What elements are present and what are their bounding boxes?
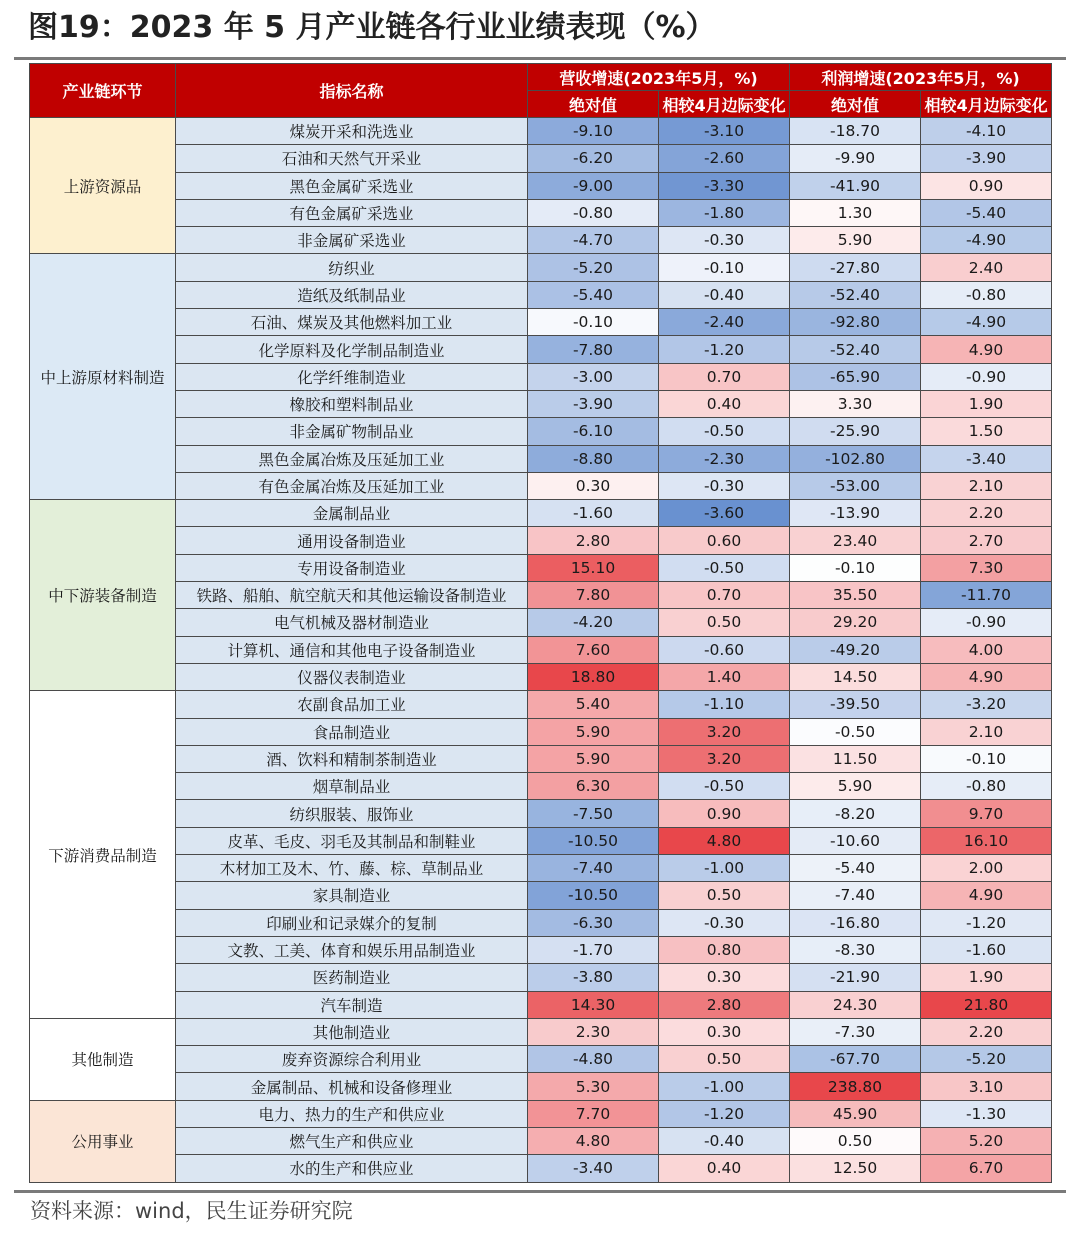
revenue-mom-cell: 3.20 (659, 745, 790, 772)
table-row (30, 472, 1052, 499)
revenue-mom-cell: -0.50 (659, 773, 790, 800)
table-row (30, 172, 1052, 199)
profit-mom-cell: -1.60 (921, 936, 1052, 963)
profit-abs-cell: -5.40 (790, 855, 921, 882)
indicator-name-cell: 皮革、毛皮、羽毛及其制品和制鞋业 (176, 827, 528, 854)
profit-abs-cell: -10.60 (790, 827, 921, 854)
revenue-abs-cell: 15.10 (528, 554, 659, 581)
profit-mom-cell: 1.90 (921, 390, 1052, 417)
revenue-mom-cell: 0.30 (659, 1018, 790, 1045)
table-row (30, 1073, 1052, 1100)
profit-mom-cell: 1.90 (921, 964, 1052, 991)
revenue-abs-cell: -10.50 (528, 827, 659, 854)
revenue-mom-cell: 0.40 (659, 390, 790, 417)
revenue-mom-cell: -0.40 (659, 281, 790, 308)
table-row (30, 445, 1052, 472)
profit-mom-cell: -5.20 (921, 1046, 1052, 1073)
profit-mom-cell: 16.10 (921, 827, 1052, 854)
profit-mom-cell: -4.10 (921, 118, 1052, 145)
table-row (30, 964, 1052, 991)
revenue-abs-cell: -9.00 (528, 172, 659, 199)
profit-abs-cell: -8.30 (790, 936, 921, 963)
revenue-abs-cell: -10.50 (528, 882, 659, 909)
header-revenue-mom: 相较4月边际变化 (659, 91, 790, 118)
profit-mom-cell: 2.20 (921, 1018, 1052, 1045)
profit-abs-cell: -18.70 (790, 118, 921, 145)
revenue-mom-cell: -0.30 (659, 909, 790, 936)
profit-mom-cell: 2.10 (921, 718, 1052, 745)
profit-abs-cell: -65.90 (790, 363, 921, 390)
table-row (30, 800, 1052, 827)
source-note: 资料来源：wind，民生证券研究院 (30, 1199, 353, 1223)
indicator-name-cell: 非金属矿物制品业 (176, 418, 528, 445)
header-profit-group: 利润增速(2023年5月，%) (790, 64, 1052, 91)
indicator-name-cell: 燃气生产和供应业 (176, 1127, 528, 1154)
indicator-name-cell: 铁路、船舶、航空航天和其他运输设备制造业 (176, 582, 528, 609)
revenue-mom-cell: -2.40 (659, 309, 790, 336)
profit-abs-cell: -16.80 (790, 909, 921, 936)
revenue-abs-cell: -3.90 (528, 390, 659, 417)
indicator-name-cell: 废弃资源综合利用业 (176, 1046, 528, 1073)
revenue-mom-cell: -3.60 (659, 500, 790, 527)
indicator-name-cell: 农副食品加工业 (176, 691, 528, 718)
revenue-abs-cell: -6.10 (528, 418, 659, 445)
revenue-abs-cell: -3.80 (528, 964, 659, 991)
revenue-mom-cell: 0.60 (659, 527, 790, 554)
table-row (30, 309, 1052, 336)
revenue-abs-cell: 0.30 (528, 472, 659, 499)
table-row (30, 527, 1052, 554)
profit-mom-cell: -0.80 (921, 281, 1052, 308)
revenue-abs-cell: -4.20 (528, 609, 659, 636)
profit-mom-cell: 7.30 (921, 554, 1052, 581)
revenue-abs-cell: -4.70 (528, 227, 659, 254)
table-row (30, 281, 1052, 308)
revenue-abs-cell: 14.30 (528, 991, 659, 1018)
profit-abs-cell: -39.50 (790, 691, 921, 718)
revenue-abs-cell: -9.10 (528, 118, 659, 145)
indicator-name-cell: 电力、热力的生产和供应业 (176, 1100, 528, 1127)
profit-abs-cell: -8.20 (790, 800, 921, 827)
segment-cell: 上游资源品 (30, 118, 176, 254)
revenue-abs-cell: 7.80 (528, 582, 659, 609)
profit-abs-cell: 29.20 (790, 609, 921, 636)
table-row (30, 909, 1052, 936)
indicator-name-cell: 有色金属冶炼及压延加工业 (176, 472, 528, 499)
revenue-mom-cell: 0.30 (659, 964, 790, 991)
indicator-name-cell: 仪器仪表制造业 (176, 663, 528, 690)
indicator-name-cell: 化学纤维制造业 (176, 363, 528, 390)
table-row (30, 991, 1052, 1018)
revenue-mom-cell: 0.50 (659, 609, 790, 636)
table-row (30, 554, 1052, 581)
table-row (30, 582, 1052, 609)
revenue-mom-cell: 2.80 (659, 991, 790, 1018)
profit-abs-cell: 5.90 (790, 227, 921, 254)
revenue-mom-cell: -1.00 (659, 855, 790, 882)
indicator-name-cell: 橡胶和塑料制品业 (176, 390, 528, 417)
revenue-abs-cell: 7.70 (528, 1100, 659, 1127)
table-row (30, 718, 1052, 745)
indicator-name-cell: 文教、工美、体育和娱乐用品制造业 (176, 936, 528, 963)
table-row (30, 745, 1052, 772)
table-row (30, 882, 1052, 909)
indicator-name-cell: 化学原料及化学制品制造业 (176, 336, 528, 363)
indicator-name-cell: 煤炭开采和洗选业 (176, 118, 528, 145)
segment-cell: 中上游原材料制造 (30, 254, 176, 500)
revenue-abs-cell: -6.30 (528, 909, 659, 936)
table-row (30, 1127, 1052, 1154)
profit-abs-cell: -92.80 (790, 309, 921, 336)
table-row (30, 118, 1052, 145)
table-row (30, 145, 1052, 172)
profit-abs-cell: -102.80 (790, 445, 921, 472)
top-rule (14, 57, 1066, 60)
table-row (30, 336, 1052, 363)
profit-mom-cell: -4.90 (921, 227, 1052, 254)
profit-mom-cell: 3.10 (921, 1073, 1052, 1100)
indicator-name-cell: 电气机械及器材制造业 (176, 609, 528, 636)
revenue-mom-cell: 0.80 (659, 936, 790, 963)
table-row (30, 691, 1052, 718)
profit-abs-cell: -25.90 (790, 418, 921, 445)
profit-abs-cell: 45.90 (790, 1100, 921, 1127)
indicator-name-cell: 通用设备制造业 (176, 527, 528, 554)
table-row (30, 663, 1052, 690)
table-row (30, 1018, 1052, 1045)
profit-abs-cell: -0.10 (790, 554, 921, 581)
revenue-mom-cell: 0.40 (659, 1155, 790, 1182)
revenue-mom-cell: -0.30 (659, 227, 790, 254)
indicator-name-cell: 黑色金属矿采选业 (176, 172, 528, 199)
profit-abs-cell: 11.50 (790, 745, 921, 772)
indicator-name-cell: 造纸及纸制品业 (176, 281, 528, 308)
profit-mom-cell: -3.90 (921, 145, 1052, 172)
indicator-name-cell: 食品制造业 (176, 718, 528, 745)
revenue-mom-cell: -0.50 (659, 418, 790, 445)
profit-mom-cell: 2.10 (921, 472, 1052, 499)
profit-mom-cell: 2.40 (921, 254, 1052, 281)
profit-abs-cell: -49.20 (790, 636, 921, 663)
revenue-abs-cell: 2.80 (528, 527, 659, 554)
header-profit-mom: 相较4月边际变化 (921, 91, 1052, 118)
indicator-name-cell: 木材加工及木、竹、藤、棕、草制品业 (176, 855, 528, 882)
profit-mom-cell: 1.50 (921, 418, 1052, 445)
indicator-name-cell: 水的生产和供应业 (176, 1155, 528, 1182)
revenue-abs-cell: 5.90 (528, 718, 659, 745)
profit-abs-cell: 238.80 (790, 1073, 921, 1100)
performance-table (29, 63, 1052, 1183)
profit-abs-cell: -21.90 (790, 964, 921, 991)
table-row (30, 227, 1052, 254)
table-row (30, 609, 1052, 636)
profit-mom-cell: -1.30 (921, 1100, 1052, 1127)
indicator-name-cell: 专用设备制造业 (176, 554, 528, 581)
indicator-name-cell: 酒、饮料和精制茶制造业 (176, 745, 528, 772)
revenue-mom-cell: 0.50 (659, 882, 790, 909)
revenue-mom-cell: -2.60 (659, 145, 790, 172)
profit-abs-cell: -53.00 (790, 472, 921, 499)
profit-mom-cell: -1.20 (921, 909, 1052, 936)
profit-mom-cell: -11.70 (921, 582, 1052, 609)
indicator-name-cell: 纺织服装、服饰业 (176, 800, 528, 827)
table-row (30, 1046, 1052, 1073)
bottom-rule (14, 1190, 1066, 1193)
profit-mom-cell: 6.70 (921, 1155, 1052, 1182)
revenue-abs-cell: -1.70 (528, 936, 659, 963)
indicator-name-cell: 有色金属矿采选业 (176, 199, 528, 226)
profit-abs-cell: -13.90 (790, 500, 921, 527)
revenue-abs-cell: 5.30 (528, 1073, 659, 1100)
profit-abs-cell: 1.30 (790, 199, 921, 226)
revenue-abs-cell: -4.80 (528, 1046, 659, 1073)
indicator-name-cell: 医药制造业 (176, 964, 528, 991)
segment-cell: 公用事业 (30, 1100, 176, 1182)
header-revenue-group: 营收增速(2023年5月，%) (528, 64, 790, 91)
profit-abs-cell: -27.80 (790, 254, 921, 281)
profit-mom-cell: 5.20 (921, 1127, 1052, 1154)
revenue-mom-cell: -2.30 (659, 445, 790, 472)
revenue-mom-cell: -1.20 (659, 1100, 790, 1127)
indicator-name-cell: 非金属矿采选业 (176, 227, 528, 254)
segment-cell: 中下游装备制造 (30, 500, 176, 691)
profit-mom-cell: -0.90 (921, 363, 1052, 390)
profit-abs-cell: -41.90 (790, 172, 921, 199)
table-row (30, 390, 1052, 417)
profit-abs-cell: -0.50 (790, 718, 921, 745)
revenue-abs-cell: 4.80 (528, 1127, 659, 1154)
profit-abs-cell: -7.30 (790, 1018, 921, 1045)
table-row (30, 636, 1052, 663)
revenue-abs-cell: 2.30 (528, 1018, 659, 1045)
revenue-abs-cell: 18.80 (528, 663, 659, 690)
revenue-mom-cell: 3.20 (659, 718, 790, 745)
table-row (30, 827, 1052, 854)
revenue-abs-cell: -1.60 (528, 500, 659, 527)
revenue-abs-cell: 5.90 (528, 745, 659, 772)
profit-abs-cell: -9.90 (790, 145, 921, 172)
revenue-mom-cell: 4.80 (659, 827, 790, 854)
table-row (30, 1100, 1052, 1127)
profit-mom-cell: -4.90 (921, 309, 1052, 336)
profit-mom-cell: -0.90 (921, 609, 1052, 636)
profit-mom-cell: 2.20 (921, 500, 1052, 527)
profit-mom-cell: 4.00 (921, 636, 1052, 663)
profit-abs-cell: 23.40 (790, 527, 921, 554)
header-profit-abs: 绝对值 (790, 91, 921, 118)
revenue-abs-cell: -7.80 (528, 336, 659, 363)
profit-mom-cell: 2.70 (921, 527, 1052, 554)
profit-mom-cell: 9.70 (921, 800, 1052, 827)
indicator-name-cell: 石油、煤炭及其他燃料加工业 (176, 309, 528, 336)
revenue-mom-cell: -1.10 (659, 691, 790, 718)
profit-mom-cell: 0.90 (921, 172, 1052, 199)
revenue-mom-cell: -1.80 (659, 199, 790, 226)
profit-abs-cell: -52.40 (790, 336, 921, 363)
table-row (30, 363, 1052, 390)
revenue-mom-cell: -3.30 (659, 172, 790, 199)
profit-abs-cell: 3.30 (790, 390, 921, 417)
revenue-abs-cell: -7.50 (528, 800, 659, 827)
indicator-name-cell: 金属制品业 (176, 500, 528, 527)
revenue-abs-cell: -7.40 (528, 855, 659, 882)
header-indicator: 指标名称 (176, 64, 528, 118)
revenue-abs-cell: -3.40 (528, 1155, 659, 1182)
profit-abs-cell: 5.90 (790, 773, 921, 800)
profit-mom-cell: 4.90 (921, 663, 1052, 690)
table-row (30, 418, 1052, 445)
indicator-name-cell: 烟草制品业 (176, 773, 528, 800)
revenue-abs-cell: -6.20 (528, 145, 659, 172)
profit-abs-cell: 24.30 (790, 991, 921, 1018)
segment-cell: 其他制造 (30, 1018, 176, 1100)
indicator-name-cell: 金属制品、机械和设备修理业 (176, 1073, 528, 1100)
profit-abs-cell: -52.40 (790, 281, 921, 308)
profit-mom-cell: -5.40 (921, 199, 1052, 226)
table-body (30, 118, 1052, 1183)
profit-abs-cell: 12.50 (790, 1155, 921, 1182)
revenue-mom-cell: 0.70 (659, 582, 790, 609)
profit-abs-cell: 35.50 (790, 582, 921, 609)
header-segment: 产业链环节 (30, 64, 176, 118)
segment-cell: 下游消费品制造 (30, 691, 176, 1019)
revenue-mom-cell: 0.90 (659, 800, 790, 827)
table-row (30, 936, 1052, 963)
profit-mom-cell: 21.80 (921, 991, 1052, 1018)
table-row (30, 773, 1052, 800)
profit-abs-cell: 0.50 (790, 1127, 921, 1154)
table-row (30, 1155, 1052, 1182)
profit-abs-cell: -7.40 (790, 882, 921, 909)
profit-mom-cell: 4.90 (921, 336, 1052, 363)
revenue-mom-cell: -0.10 (659, 254, 790, 281)
revenue-abs-cell: -5.40 (528, 281, 659, 308)
indicator-name-cell: 计算机、通信和其他电子设备制造业 (176, 636, 528, 663)
revenue-mom-cell: -3.10 (659, 118, 790, 145)
revenue-abs-cell: -5.20 (528, 254, 659, 281)
revenue-mom-cell: 0.70 (659, 363, 790, 390)
revenue-mom-cell: -0.40 (659, 1127, 790, 1154)
profit-mom-cell: -0.80 (921, 773, 1052, 800)
table-row (30, 855, 1052, 882)
revenue-abs-cell: -3.00 (528, 363, 659, 390)
profit-mom-cell: -3.40 (921, 445, 1052, 472)
indicator-name-cell: 家具制造业 (176, 882, 528, 909)
table-row (30, 199, 1052, 226)
revenue-mom-cell: -1.20 (659, 336, 790, 363)
indicator-name-cell: 印刷业和记录媒介的复制 (176, 909, 528, 936)
revenue-abs-cell: 6.30 (528, 773, 659, 800)
revenue-mom-cell: 0.50 (659, 1046, 790, 1073)
table-row (30, 500, 1052, 527)
profit-mom-cell: 4.90 (921, 882, 1052, 909)
revenue-mom-cell: -0.30 (659, 472, 790, 499)
revenue-mom-cell: -1.00 (659, 1073, 790, 1100)
revenue-abs-cell: -8.80 (528, 445, 659, 472)
revenue-abs-cell: -0.80 (528, 199, 659, 226)
indicator-name-cell: 其他制造业 (176, 1018, 528, 1045)
revenue-abs-cell: 7.60 (528, 636, 659, 663)
revenue-abs-cell: -0.10 (528, 309, 659, 336)
profit-mom-cell: -0.10 (921, 745, 1052, 772)
indicator-name-cell: 黑色金属冶炼及压延加工业 (176, 445, 528, 472)
indicator-name-cell: 石油和天然气开采业 (176, 145, 528, 172)
revenue-mom-cell: -0.50 (659, 554, 790, 581)
header-revenue-abs: 绝对值 (528, 91, 659, 118)
indicator-name-cell: 汽车制造 (176, 991, 528, 1018)
profit-abs-cell: -67.70 (790, 1046, 921, 1073)
revenue-mom-cell: 1.40 (659, 663, 790, 690)
table-row (30, 254, 1052, 281)
indicator-name-cell: 纺织业 (176, 254, 528, 281)
profit-mom-cell: 2.00 (921, 855, 1052, 882)
profit-abs-cell: 14.50 (790, 663, 921, 690)
figure-title: 图19：2023 年 5 月产业链各行业业绩表现（%） (28, 10, 716, 45)
profit-mom-cell: -3.20 (921, 691, 1052, 718)
revenue-abs-cell: 5.40 (528, 691, 659, 718)
revenue-mom-cell: -0.60 (659, 636, 790, 663)
